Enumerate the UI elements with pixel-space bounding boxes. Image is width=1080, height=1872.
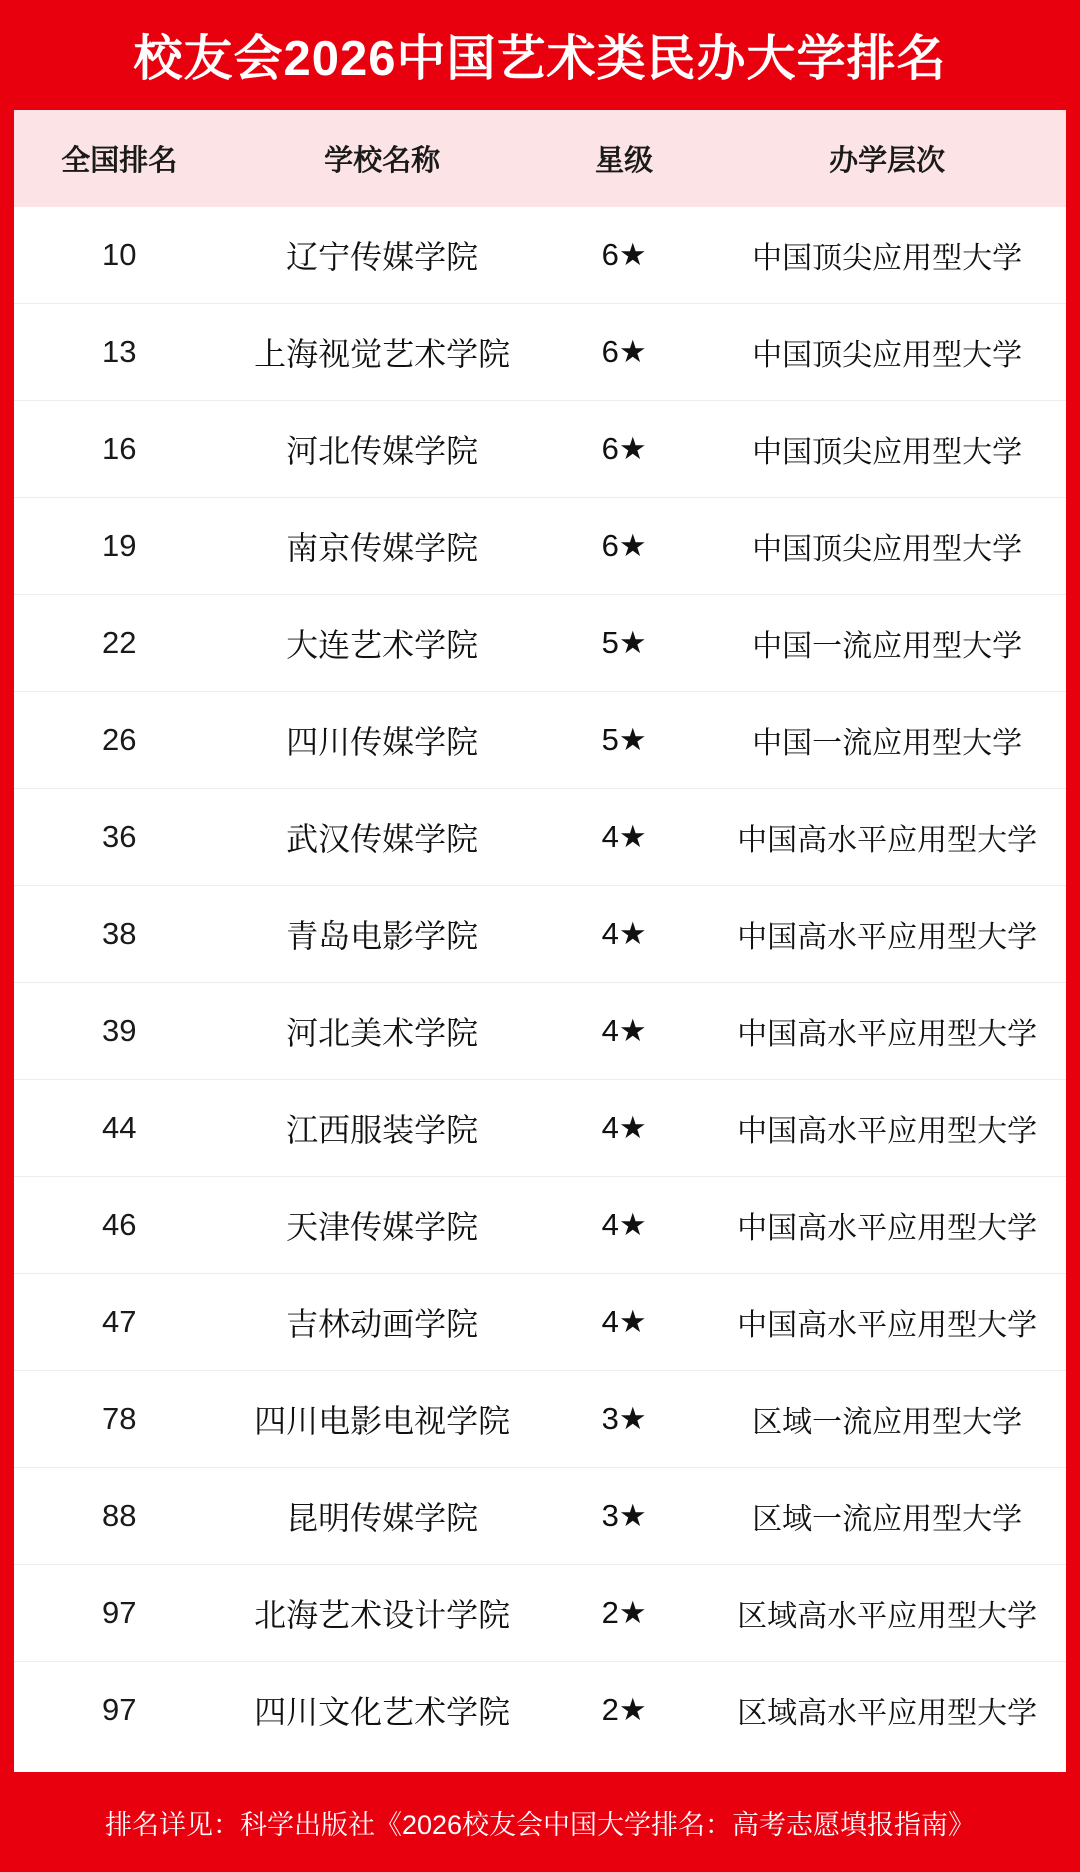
cell-star: 6★ [540,401,708,498]
cell-star: 4★ [540,1274,708,1371]
column-header-level: 办学层次 [708,110,1066,207]
cell-school: 吉林动画学院 [224,1274,540,1371]
cell-rank: 88 [14,1468,224,1565]
cell-school: 大连艺术学院 [224,595,540,692]
table-row [14,1080,1066,1177]
footer-bar [14,1772,1066,1872]
cell-level: 中国高水平应用型大学 [708,1080,1066,1177]
cell-star: 4★ [540,886,708,983]
table-header [14,110,1066,207]
column-header-rank: 全国排名 [14,110,224,207]
cell-school: 青岛电影学院 [224,886,540,983]
cell-school: 北海艺术设计学院 [224,1565,540,1662]
cell-star: 6★ [540,304,708,401]
table-row [14,1565,1066,1662]
table-row [14,1274,1066,1371]
table-row [14,207,1066,304]
footer-note: 排名详见：科学出版社《2026校友会中国大学排名：高考志愿填报指南》 [104,1809,976,1840]
cell-rank: 46 [14,1177,224,1274]
cell-level: 中国顶尖应用型大学 [708,304,1066,401]
cell-star: 3★ [540,1371,708,1468]
ranking-table [14,110,1066,1758]
table-body [14,207,1066,1758]
cell-level: 中国高水平应用型大学 [708,983,1066,1080]
cell-level: 中国顶尖应用型大学 [708,498,1066,595]
table-row [14,789,1066,886]
table-row [14,595,1066,692]
cell-rank: 97 [14,1565,224,1662]
table-row [14,401,1066,498]
cell-rank: 16 [14,401,224,498]
cell-star: 5★ [540,595,708,692]
table-row [14,304,1066,401]
cell-star: 2★ [540,1565,708,1662]
cell-rank: 38 [14,886,224,983]
cell-level: 中国高水平应用型大学 [708,886,1066,983]
ranking-table-container [14,110,1066,1772]
cell-rank: 13 [14,304,224,401]
cell-rank: 10 [14,207,224,304]
cell-school: 天津传媒学院 [224,1177,540,1274]
cell-star: 4★ [540,789,708,886]
cell-level: 区域一流应用型大学 [708,1371,1066,1468]
cell-school: 武汉传媒学院 [224,789,540,886]
table-row [14,1371,1066,1468]
cell-level: 中国高水平应用型大学 [708,1274,1066,1371]
cell-level: 中国顶尖应用型大学 [708,207,1066,304]
table-row [14,886,1066,983]
cell-star: 6★ [540,498,708,595]
column-header-school: 学校名称 [224,110,540,207]
cell-rank: 36 [14,789,224,886]
cell-rank: 78 [14,1371,224,1468]
cell-school: 昆明传媒学院 [224,1468,540,1565]
cell-school: 河北传媒学院 [224,401,540,498]
page-title: 校友会2026中国艺术类民办大学排名 [133,32,947,86]
cell-rank: 47 [14,1274,224,1371]
cell-rank: 22 [14,595,224,692]
cell-level: 中国一流应用型大学 [708,595,1066,692]
cell-star: 4★ [540,1080,708,1177]
cell-star: 3★ [540,1468,708,1565]
cell-school: 四川文化艺术学院 [254,1694,511,1730]
title-bar [14,0,1066,110]
table-row [14,983,1066,1080]
cell-school: 江西服装学院 [224,1080,540,1177]
cell-level: 中国一流应用型大学 [708,692,1066,789]
cell-rank: 39 [14,983,224,1080]
cell-rank: 19 [14,498,224,595]
cell-star: 4★ [540,1177,708,1274]
cell-school: 上海视觉艺术学院 [224,304,540,401]
cell-school: 河北美术学院 [224,983,540,1080]
table-row [14,692,1066,789]
table-header-row [14,110,1066,207]
cell-star: 4★ [540,983,708,1080]
table-row [14,1662,1066,1759]
cell-school: 辽宁传媒学院 [224,207,540,304]
cell-level: 区域一流应用型大学 [708,1468,1066,1565]
cell-level: 中国高水平应用型大学 [708,789,1066,886]
cell-star: 5★ [540,692,708,789]
cell-star: 2★ [601,1692,647,1727]
column-header-star: 星级 [540,110,708,207]
cell-level: 区域高水平应用型大学 [708,1565,1066,1662]
cell-level: 中国顶尖应用型大学 [708,401,1066,498]
cell-level: 区域高水平应用型大学 [737,1697,1038,1730]
cell-level: 中国高水平应用型大学 [708,1177,1066,1274]
table-row [14,1177,1066,1274]
table-row [14,1468,1066,1565]
cell-rank: 97 [101,1692,137,1727]
cell-rank: 26 [14,692,224,789]
cell-star: 6★ [540,207,708,304]
cell-school: 四川电影电视学院 [224,1371,540,1468]
cell-school: 南京传媒学院 [224,498,540,595]
table-row [14,498,1066,595]
cell-school: 四川传媒学院 [224,692,540,789]
cell-rank: 44 [14,1080,224,1177]
